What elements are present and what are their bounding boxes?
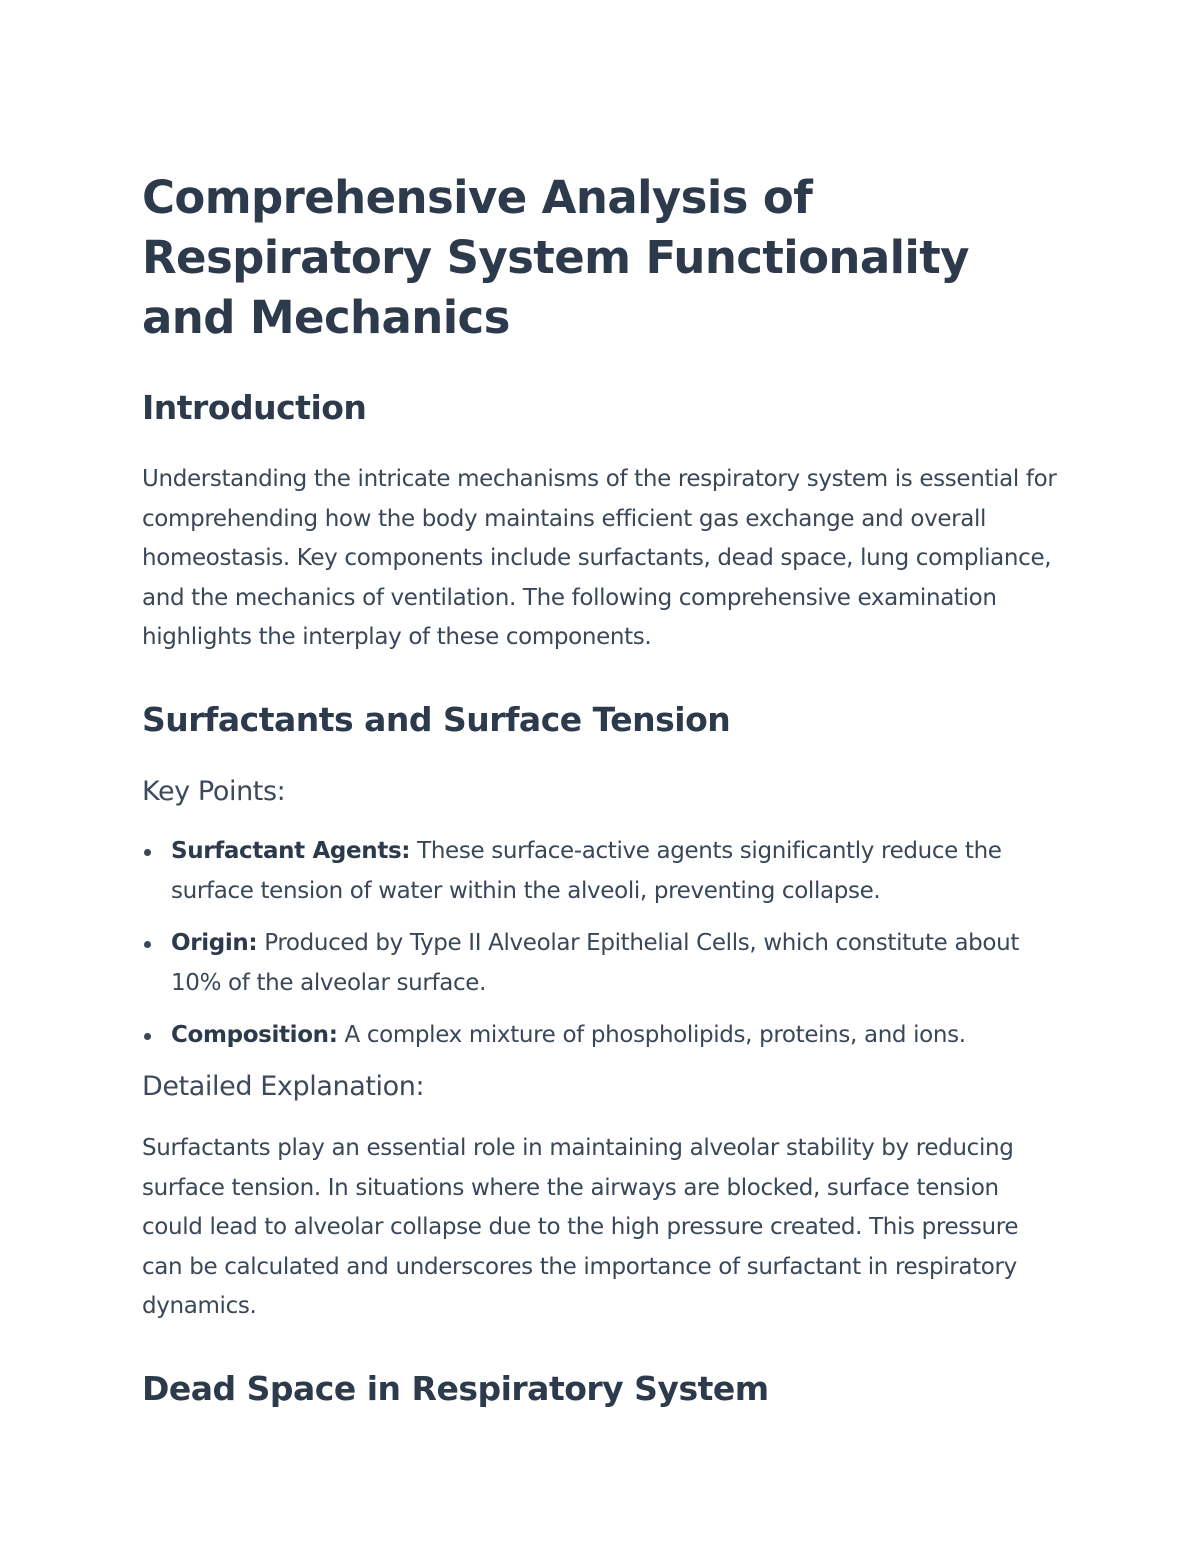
key-point-term: Origin:	[171, 930, 258, 957]
key-point-term: Composition:	[171, 1022, 338, 1049]
bullet-icon	[144, 941, 151, 948]
key-points-list	[142, 832, 1062, 1056]
bullet-icon	[144, 849, 151, 856]
key-point-text: A complex mixture of phospholipids, proteins, and ions.	[337, 1022, 966, 1049]
key-point-text: These surface-active agents significantly reduce the surface tension of water within the alveoli, preventing collapse.	[171, 837, 1002, 904]
dead-space-heading: Dead Space in Respiratory System	[142, 1368, 769, 1408]
list-item	[142, 1016, 1062, 1056]
introduction-paragraph: Understanding the intricate mechanisms of the respiratory system is essential for comprehending how the body maintains efficient gas exchange and overall homeostasis. Key components include surfactants, dead space, lung compliance, and the mechanics of ventilation. The following comprehensive examination highlights the interplay of these components.	[142, 466, 1057, 651]
key-point-text: Produced by Type II Alveolar Epithelial Cells, which constitute about 10% of the alveolar surface.	[171, 930, 1020, 996]
bullet-icon	[144, 1033, 151, 1040]
document-title: Comprehensive Analysis of Respiratory System Functionality and Mechanics	[142, 171, 969, 344]
list-item	[142, 924, 1062, 1003]
key-point-term: Surfactant Agents:	[171, 837, 411, 864]
document-page	[142, 168, 1062, 1411]
detailed-explanation-paragraph: Surfactants play an essential role in maintaining alveolar stability by reducing surface tension. In situations where the airways are blocked, surface tension could lead to alveolar collapse due to the high pressure created. This pressure can be calculated and underscores the importance of surfactant in respiratory dynamics.	[142, 1134, 1019, 1320]
list-item	[142, 832, 1062, 911]
introduction-heading: Introduction	[142, 388, 367, 427]
key-points-heading: Key Points:	[142, 775, 286, 807]
detailed-explanation-heading: Detailed Explanation:	[142, 1070, 425, 1102]
surfactants-heading: Surfactants and Surface Tension	[142, 699, 731, 739]
